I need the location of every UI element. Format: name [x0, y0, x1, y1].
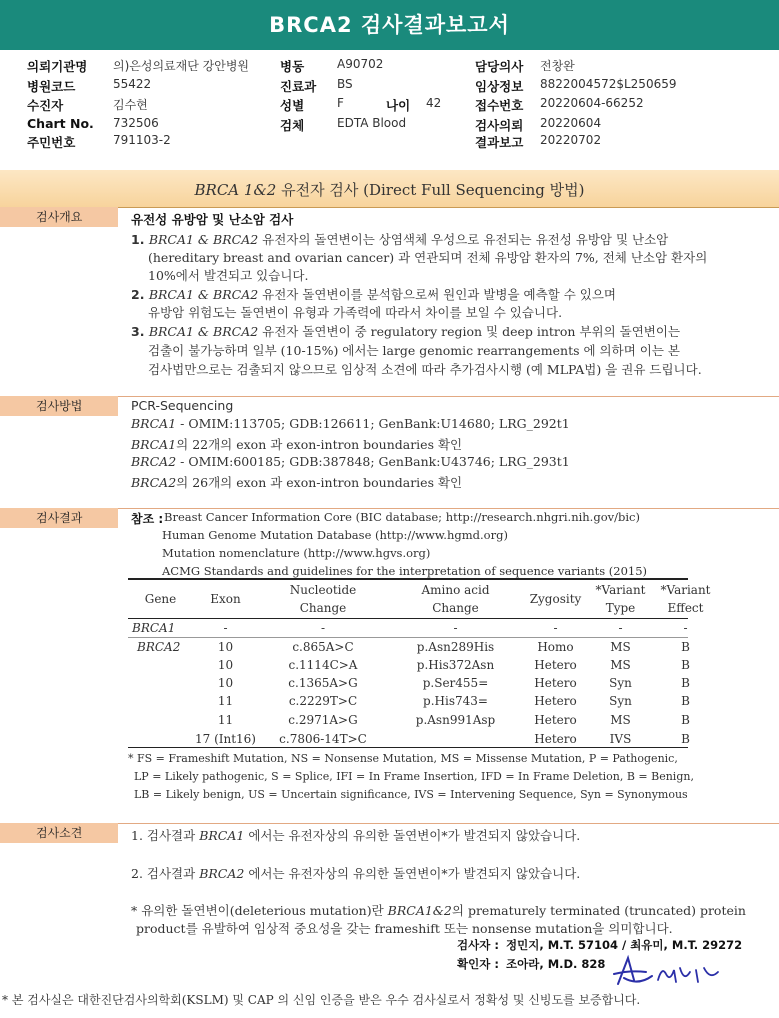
cell-variant-type: MS: [610, 658, 631, 672]
method-line-4: [131, 473, 462, 491]
abbreviation-note-3: LB = Likely benign, US = Uncertain significance, IVS = Intervening Sequence, Syn = Synonymous: [134, 788, 688, 801]
cell-amino-acid: p.Asn289His: [416, 640, 495, 654]
receipt-no-value: 20220604-66252: [540, 96, 644, 110]
overview-item-1-gene: BRCA1 & BRCA2: [148, 232, 259, 247]
cell-gene: BRCA2: [137, 640, 181, 654]
col-variant-type-2: Type: [605, 601, 636, 615]
confirmer-label: 확인자 :: [457, 957, 499, 971]
cell-variant-type: MS: [610, 713, 631, 727]
cell-exon: 17 (Int16): [194, 732, 256, 746]
overview-item-2-line-1: 유전자 돌연변이를 분석함으로써 원인과 발병을 예측할 수 있으며: [258, 287, 616, 302]
cell-variant-type: Syn: [609, 694, 632, 708]
cell-nucleotide: c.2229T>C: [288, 694, 358, 708]
method-line-1-gene: BRCA1: [131, 416, 177, 431]
confirmer-name: 조아라, M.D. 828: [506, 957, 606, 971]
method-line-2-gene: BRCA1: [131, 437, 177, 452]
section-label-method: 검사방법: [36, 399, 83, 413]
resident-no-value: 791103-2: [113, 133, 171, 147]
sex-label: 성별: [280, 98, 305, 113]
chart-no-value: 732506: [113, 116, 159, 130]
table-header-rule: [128, 618, 688, 619]
cell-variant-effect: B: [681, 732, 690, 746]
method-line-1-text: - OMIM:113705; GDB:126611; GenBank:U14680; LRG_292t1: [176, 416, 570, 431]
overview-item-2-line-2: 유방암 위험도는 돌연변이 유형과 가족력에 따라서 차이를 보일 수 있습니다.: [148, 305, 563, 320]
department-value: BS: [337, 77, 353, 91]
table-row-rule: [128, 637, 688, 638]
cell-zygosity: Hetero: [534, 658, 577, 672]
deleterious-note-1-gene: BRCA1&2: [387, 903, 452, 918]
cell-zygosity: Homo: [537, 640, 574, 654]
hospital-label: 의뢰기관명: [27, 59, 88, 74]
section-label-opinion: 검사소견: [36, 826, 83, 840]
col-amino-1: Amino acid: [421, 583, 490, 597]
chart-no-label: Chart No.: [27, 116, 94, 131]
method-line-2-text: 의 22개의 exon 과 exon-intron boundaries 확인: [176, 437, 463, 452]
cell-exon: 11: [217, 694, 234, 708]
opinion-line-2-gene: BRCA2: [199, 866, 245, 881]
section-tab-result: [0, 508, 118, 528]
col-nucleotide-1: Nucleotide: [289, 583, 357, 597]
age-label: 나이: [386, 98, 411, 113]
patient-label: 수진자: [27, 98, 64, 113]
section-label-result: 검사결과: [36, 511, 83, 525]
col-variant-effect-2: Effect: [667, 601, 704, 615]
cell-exon: 10: [217, 658, 234, 672]
section-label-overview: 검사개요: [36, 210, 83, 224]
cell-zygosity: Hetero: [534, 732, 577, 746]
resident-no-label: 주민번호: [27, 135, 76, 150]
cell-nucleotide: -: [320, 621, 326, 635]
specimen-value: EDTA Blood: [337, 116, 407, 130]
examiner-label: 검사자 :: [457, 938, 499, 952]
col-amino-2: Change: [432, 601, 479, 615]
col-exon: Exon: [210, 592, 241, 606]
report-date-value: 20220702: [540, 133, 602, 147]
cell-exon: 10: [217, 640, 234, 654]
col-nucleotide-2: Change: [299, 601, 347, 615]
cell-amino-acid: p.Asn991Asp: [415, 713, 496, 727]
col-variant-type-1: *Variant: [595, 583, 646, 597]
cell-variant-effect: B: [681, 640, 690, 654]
test-subtitle: [0, 179, 779, 200]
ward-value: A90702: [337, 57, 384, 71]
col-zygosity: Zygosity: [529, 592, 582, 606]
cell-nucleotide: c.7806-14T>C: [279, 732, 367, 746]
section-tab-method: [0, 396, 118, 416]
cell-exon: -: [223, 621, 228, 635]
ward-label: 병동: [280, 59, 305, 74]
overview-item-2-gene: BRCA1 & BRCA2: [148, 287, 259, 302]
method-line-1: [131, 416, 570, 431]
table-bottom-rule: [128, 747, 688, 748]
method-line-4-text: 의 26개의 exon 과 exon-intron boundaries 확인: [176, 475, 463, 490]
age-value: 42: [426, 96, 442, 110]
abbreviation-note-1: * FS = Frameshift Mutation, NS = Nonsense Mutation, MS = Missense Mutation, P = Pathogenic,: [128, 752, 678, 765]
doctor-value: 전창완: [540, 59, 575, 73]
sex-value: F: [337, 96, 344, 110]
reference-1: Breast Cancer Information Core (BIC database; http://research.nhgri.nih.gov/bic): [164, 510, 640, 524]
cell-variant-effect: -: [683, 621, 688, 635]
cell-variant-type: IVS: [609, 732, 632, 746]
receipt-no-label: 접수번호: [475, 98, 524, 113]
clinical-info-label: 임상정보: [475, 79, 524, 94]
table-top-rule: [128, 578, 688, 580]
overview-item-3-gene: BRCA1 & BRCA2: [148, 324, 259, 339]
hospital-code-value: 55422: [113, 77, 152, 91]
hospital-value: 의)은성의료재단 강안병원: [113, 59, 250, 73]
overview-heading: 유전성 유방암 및 난소암 검사: [131, 212, 294, 227]
cell-gene: BRCA1: [132, 621, 176, 635]
references-label: 참조 :: [131, 512, 164, 526]
cell-nucleotide: c.1114C>A: [288, 658, 358, 672]
col-gene: Gene: [144, 592, 177, 606]
deleterious-note-1-post: 의 prematurely terminated (truncated) protein: [451, 903, 746, 918]
doctor-label: 담당의사: [475, 59, 524, 74]
method-line-3-gene: BRCA2: [131, 454, 177, 469]
overview-item-2: 2. BRCA1 & BRCA2 유전자 돌연변이를 분석함으로써 원인과 발병을 예측할 수 있으며: [131, 287, 616, 302]
overview-item-1: 1. BRCA1 & BRCA2 유전자의 돌연변이는 상염색체 우성으로 유전되는 유전성 유방암 및 난소암: [131, 232, 669, 247]
opinion-line-2-pre: 2. 검사결과: [131, 866, 200, 881]
cell-variant-effect: B: [681, 658, 690, 672]
cell-exon: 10: [217, 676, 234, 690]
opinion-line-1-post: 에서는 유전자상의 유의한 돌연변이*가 발견되지 않았습니다.: [244, 828, 581, 843]
section-tab-overview: [0, 207, 118, 227]
abbreviation-note-2: LP = Likely pathogenic, S = Splice, IFI = In Frame Insertion, IFD = In Frame Deletion, B = Benign,: [134, 770, 694, 783]
method-line-3-text: - OMIM:600185; GDB:387848; GenBank:U43746; LRG_293t1: [176, 454, 570, 469]
cell-amino-acid: p.His372Asn: [416, 658, 495, 672]
cell-variant-effect: B: [681, 694, 690, 708]
patient-value: 김수현: [113, 98, 148, 112]
cell-zygosity: Hetero: [534, 676, 577, 690]
reference-3: Mutation nomenclature (http://www.hgvs.org): [162, 546, 431, 560]
opinion-line-2: [131, 864, 580, 882]
cell-zygosity: -: [553, 621, 558, 635]
certification-note: * 본 검사실은 대한진단검사의학회(KSLM) 및 CAP 의 신임 인증을 받은 우수 검사실로서 정확성 및 신빙도를 보증합니다.: [2, 993, 641, 1007]
specimen-label: 검체: [280, 118, 305, 133]
cell-variant-effect: B: [681, 713, 690, 727]
method-line-2: [131, 435, 462, 453]
reference-4: ACMG Standards and guidelines for the interpretation of sequence variants (2015): [162, 564, 648, 578]
overview-item-3-line-3: 검사법만으로는 검출되지 않으므로 임상적 소견에 따라 추가검사시행 (예 MLPA법) 을 권유 드립니다.: [148, 362, 702, 377]
deleterious-note-1-pre: * 유의한 돌연변이(deleterious mutation)란: [131, 903, 388, 918]
report-title: BRCA2 검사결과보고서: [0, 0, 779, 50]
overview-item-3-line-1: 유전자 돌연변이 중 regulatory region 및 deep intron 부위의 돌연변이는: [258, 324, 681, 339]
cell-variant-type: Syn: [609, 676, 632, 690]
hospital-code-label: 병원코드: [27, 79, 76, 94]
request-date-value: 20220604: [540, 116, 602, 130]
cell-amino-acid: p.His743=: [423, 694, 488, 708]
cell-zygosity: Hetero: [534, 694, 577, 708]
deleterious-note-1: [131, 901, 746, 919]
clinical-info-value: 8822004572$L250659: [540, 77, 677, 91]
request-date-label: 검사의뢰: [475, 118, 524, 133]
opinion-line-1-pre: 1. 검사결과: [131, 828, 200, 843]
section-tab-opinion: [0, 823, 118, 843]
cell-zygosity: Hetero: [534, 713, 577, 727]
reference-2: Human Genome Mutation Database (http://www.hgmd.org): [162, 528, 508, 542]
overview-item-1-line-2: (hereditary breast and ovarian cancer) 과 연관되며 전체 유방암 환자의 7%, 전체 난소암 환자의: [148, 250, 708, 265]
cell-nucleotide: c.1365A>G: [288, 676, 358, 690]
opinion-line-2-post: 에서는 유전자상의 유의한 돌연변이*가 발견되지 않았습니다.: [244, 866, 581, 881]
examiner-names: 정민지, M.T. 57104 / 최유미, M.T. 29272: [506, 938, 743, 952]
subtitle-gene: BRCA 1&2: [194, 181, 277, 199]
cell-amino-acid: -: [453, 621, 458, 635]
overview-item-3: 3. BRCA1 & BRCA2 유전자 돌연변이 중 regulatory region 및 deep intron 부위의 돌연변이는: [131, 324, 681, 339]
subtitle-rest: 유전자 검사 (Direct Full Sequencing 방법): [276, 181, 585, 199]
department-label: 진료과: [280, 79, 317, 94]
cell-variant-type: -: [618, 621, 623, 635]
report-date-label: 결과보고: [475, 135, 524, 150]
cell-amino-acid: p.Ser455=: [422, 676, 489, 690]
overview-item-1-line-1: 유전자의 돌연변이는 상염색체 우성으로 유전되는 유전성 유방암 및 난소암: [258, 232, 669, 247]
method-line-3: [131, 454, 570, 469]
cell-nucleotide: c.2971A>G: [288, 713, 358, 727]
opinion-line-1-gene: BRCA1: [199, 828, 245, 843]
overview-item-3-line-2: 검출이 불가능하며 일부 (10-15%) 에서는 large genomic rearrangements 에 의하며 이는 본: [148, 343, 680, 358]
method-heading: PCR-Sequencing: [131, 398, 234, 413]
method-line-4-gene: BRCA2: [131, 475, 177, 490]
deleterious-note-2: product를 유발하여 임상적 중요성을 갖는 frameshift 또는 nonsense mutation을 의미합니다.: [136, 921, 673, 936]
col-variant-effect-1: *Variant: [660, 583, 711, 597]
cell-exon: 11: [217, 713, 234, 727]
cell-variant-effect: B: [681, 676, 690, 690]
signature-scribble: [600, 952, 730, 992]
overview-item-1-line-3: 10%에서 발견되고 있습니다.: [148, 268, 309, 283]
opinion-line-1: [131, 826, 580, 844]
cell-nucleotide: c.865A>C: [292, 640, 354, 654]
cell-variant-type: MS: [610, 640, 631, 654]
